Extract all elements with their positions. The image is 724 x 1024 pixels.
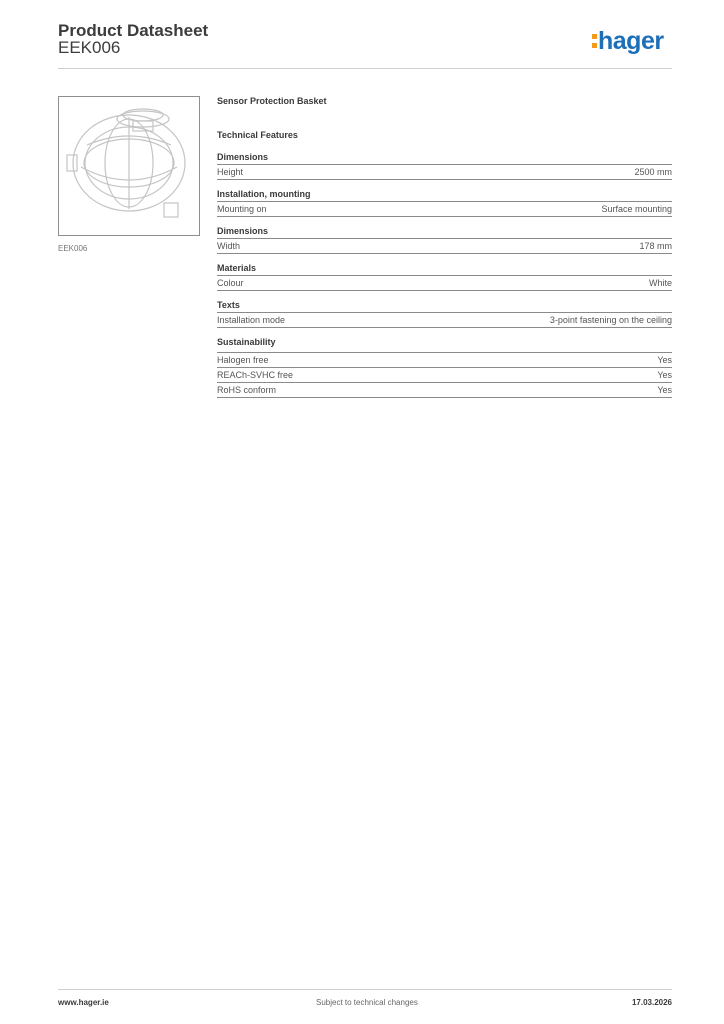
brand-logo bbox=[592, 26, 664, 56]
spec-value: Yes bbox=[657, 370, 672, 380]
spec-label: Width bbox=[217, 241, 241, 251]
footer-notice: Subject to technical changes bbox=[316, 998, 418, 1007]
footer-divider bbox=[58, 989, 672, 990]
logo-dots-icon bbox=[592, 34, 597, 48]
spec-label: Mounting on bbox=[217, 204, 267, 214]
spec-row bbox=[217, 313, 672, 328]
spec-value: 178 mm bbox=[639, 241, 672, 251]
spec-row bbox=[217, 165, 672, 180]
spec-row bbox=[217, 353, 672, 368]
group-title: Sustainability bbox=[217, 337, 672, 353]
spec-label: RoHS conform bbox=[217, 385, 277, 395]
brand-name: hager bbox=[598, 27, 664, 55]
footer-website-link[interactable]: www.hager.ie bbox=[58, 998, 109, 1007]
group-title: Dimensions bbox=[217, 152, 672, 165]
footer-date: 17.03.2026 bbox=[631, 998, 672, 1007]
spec-value: Yes bbox=[657, 355, 672, 365]
group-title: Installation, mounting bbox=[217, 189, 672, 202]
spec-value: Surface mounting bbox=[601, 204, 672, 214]
group-title: Texts bbox=[217, 300, 672, 313]
spec-value: White bbox=[648, 278, 672, 288]
spec-value: 3-point fastening on the ceiling bbox=[549, 315, 672, 325]
product-image-frame bbox=[58, 96, 200, 236]
product-code: EEK006 bbox=[58, 38, 121, 57]
features-heading: Technical Features bbox=[217, 130, 298, 140]
group-materials bbox=[217, 263, 672, 291]
spec-row bbox=[217, 202, 672, 217]
header-divider bbox=[58, 68, 672, 69]
spec-value: 2500 mm bbox=[634, 167, 672, 177]
spec-label: Halogen free bbox=[217, 355, 269, 365]
spec-label: Height bbox=[217, 167, 244, 177]
image-caption: EEK006 bbox=[58, 244, 88, 253]
technical-features bbox=[217, 96, 672, 407]
group-title: Materials bbox=[217, 263, 672, 276]
group-dimensions-height bbox=[217, 152, 672, 180]
product-name: Sensor Protection Basket bbox=[217, 96, 327, 106]
spec-row bbox=[217, 276, 672, 291]
group-title: Dimensions bbox=[217, 226, 672, 239]
spec-label: Installation mode bbox=[217, 315, 286, 325]
spec-row bbox=[217, 383, 672, 398]
group-sustainability bbox=[217, 337, 672, 398]
spec-label: Colour bbox=[217, 278, 244, 288]
spec-label: REACh-SVHC free bbox=[217, 370, 294, 380]
wire-basket-icon bbox=[59, 97, 199, 235]
group-installation-mounting bbox=[217, 189, 672, 217]
group-texts bbox=[217, 300, 672, 328]
spec-row bbox=[217, 239, 672, 254]
group-dimensions-width bbox=[217, 226, 672, 254]
spec-value: Yes bbox=[657, 385, 672, 395]
page-title: Product Datasheet bbox=[58, 21, 209, 40]
spec-row bbox=[217, 368, 672, 383]
